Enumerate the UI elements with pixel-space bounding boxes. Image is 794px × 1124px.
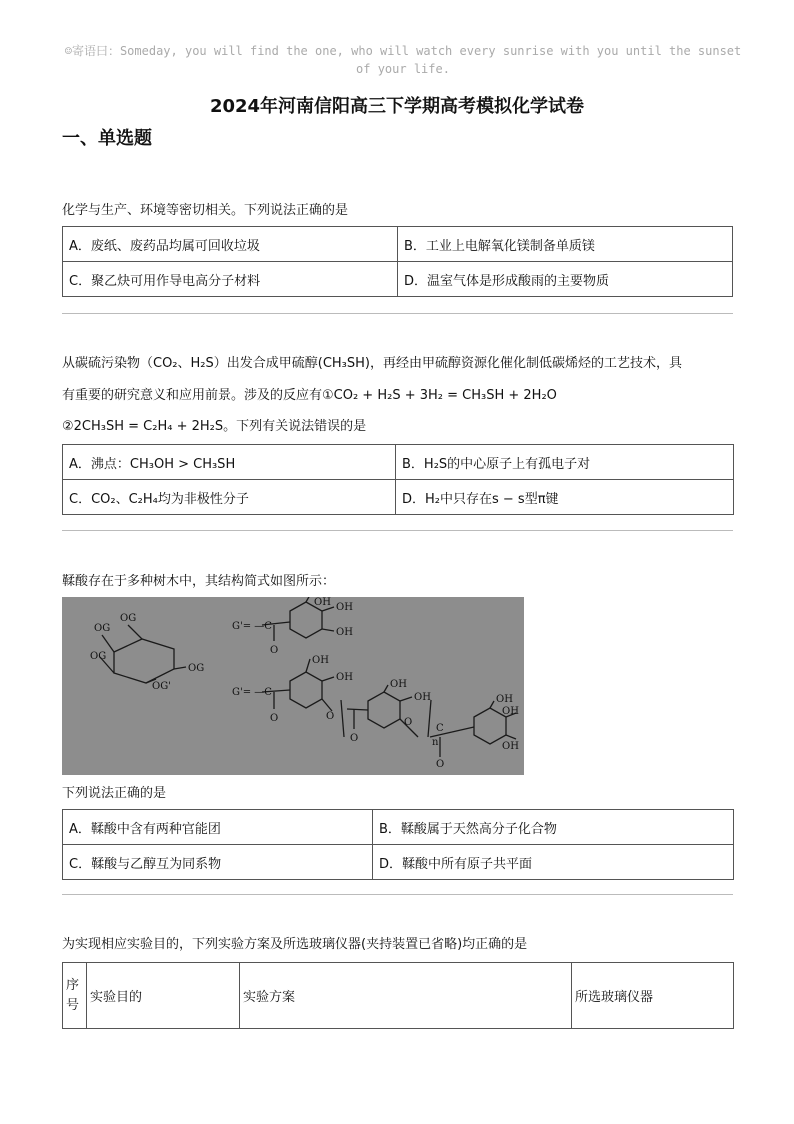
section-heading: 一、单选题: [62, 128, 152, 149]
structure-diagram: [62, 597, 524, 775]
q3-options: [62, 809, 734, 880]
q1-option-b[interactable]: B．工业上电解氧化镁制备单质镁: [398, 227, 733, 262]
label-gp: G'= —C: [232, 687, 272, 698]
label-o-1: O: [326, 711, 335, 722]
q2-options: [62, 444, 734, 515]
label-o-4: O: [270, 645, 279, 656]
label-oh-3: OH: [336, 627, 353, 638]
label-o-2: O: [404, 717, 413, 728]
label-og-3: OG: [90, 651, 107, 662]
q2-line-1: 从碳硫污染物（CO₂、H₂S）出发合成甲硫醇(CH₃SH)，再经由甲硫醇资源化催化制低碳烯烃的工艺技术，具: [62, 356, 682, 371]
page-title: 2024年河南信阳高三下学期高考模拟化学试卷: [209, 96, 585, 117]
divider: [62, 894, 733, 895]
q1-option-d[interactable]: D．温室气体是形成酸雨的主要物质: [398, 262, 733, 297]
q2-option-d[interactable]: D．H₂中只存在s − s型π键: [396, 480, 734, 515]
table-header-row: [63, 963, 734, 1029]
label-og-1: OG: [94, 623, 111, 634]
q1-stem: 化学与生产、环境等密切相关。下列说法正确的是: [62, 203, 349, 218]
q3-option-b[interactable]: B．鞣酸属于天然高分子化合物: [373, 810, 734, 845]
label-og-2: OG: [120, 613, 137, 624]
label-o-3: O: [436, 759, 445, 770]
label-o-6: O: [350, 733, 359, 744]
divider: [62, 530, 733, 531]
motto-line-1: ☺寄语曰：Someday, you will find the one, who will watch every sunrise with you until the sunset: [64, 44, 742, 58]
label-c: C: [436, 723, 444, 734]
q3-question: 下列说法正确的是: [62, 786, 167, 801]
tannic-acid-structure-figure: [62, 597, 524, 775]
label-oh-2: OH: [336, 602, 353, 613]
label-oh-6: OH: [390, 679, 407, 690]
q3-option-d[interactable]: D．鞣酸中所有原子共平面: [373, 845, 734, 880]
q2-line-3: ②2CH₃SH = C₂H₄ + 2H₂S。下列有关说法错误的是: [62, 419, 367, 434]
q3-option-c[interactable]: C．鞣酸与乙醇互为同系物: [63, 845, 373, 880]
q4-stem: 为实现相应实验目的，下列实验方案及所选玻璃仪器(夹持装置已省略)均正确的是: [62, 937, 528, 952]
label-og-4: OG: [188, 663, 205, 674]
q2-option-a[interactable]: A．沸点：CH₃OH > CH₃SH: [63, 445, 396, 480]
header-purpose: 实验目的: [87, 963, 240, 1029]
q2-line-2: 有重要的研究意义和应用前景。涉及的反应有①CO₂ + H₂S + 3H₂ = CH₃SH + 2H₂O: [62, 388, 557, 403]
q2-option-c[interactable]: C．CO₂、C₂H₄均为非极性分子: [63, 480, 396, 515]
q1-option-c[interactable]: C．聚乙炔可用作导电高分子材料: [63, 262, 398, 297]
q2-option-b[interactable]: B．H₂S的中心原子上有孤电子对: [396, 445, 734, 480]
label-oh-4: OH: [312, 655, 329, 666]
q1-option-a[interactable]: A．废纸、废药品均属可回收垃圾: [63, 227, 398, 262]
label-oh-8: OH: [496, 694, 513, 705]
label-g: G'= —C: [232, 621, 272, 632]
motto-line-2: of your life.: [356, 62, 450, 76]
label-oh-1: OH: [314, 597, 331, 608]
label-oh-7: OH: [414, 692, 431, 703]
header-glassware: 所选玻璃仪器: [572, 963, 734, 1029]
label-oh-10: OH: [502, 741, 519, 752]
label-o-5: O: [270, 713, 279, 724]
q3-option-a[interactable]: A．鞣酸中含有两种官能团: [63, 810, 373, 845]
q4-experiment-table: [62, 962, 734, 1029]
label-oh-9: OH: [502, 706, 519, 717]
label-oh-5: OH: [336, 672, 353, 683]
motto-banner: [48, 42, 758, 78]
label-ogp: OG': [152, 681, 171, 692]
header-index: 序号: [63, 963, 87, 1029]
label-n: n: [432, 737, 439, 748]
divider: [62, 313, 733, 314]
q3-stem: 鞣酸存在于多种树木中，其结构简式如图所示：: [62, 574, 336, 589]
header-plan: 实验方案: [240, 963, 572, 1029]
q1-options: [62, 226, 733, 297]
